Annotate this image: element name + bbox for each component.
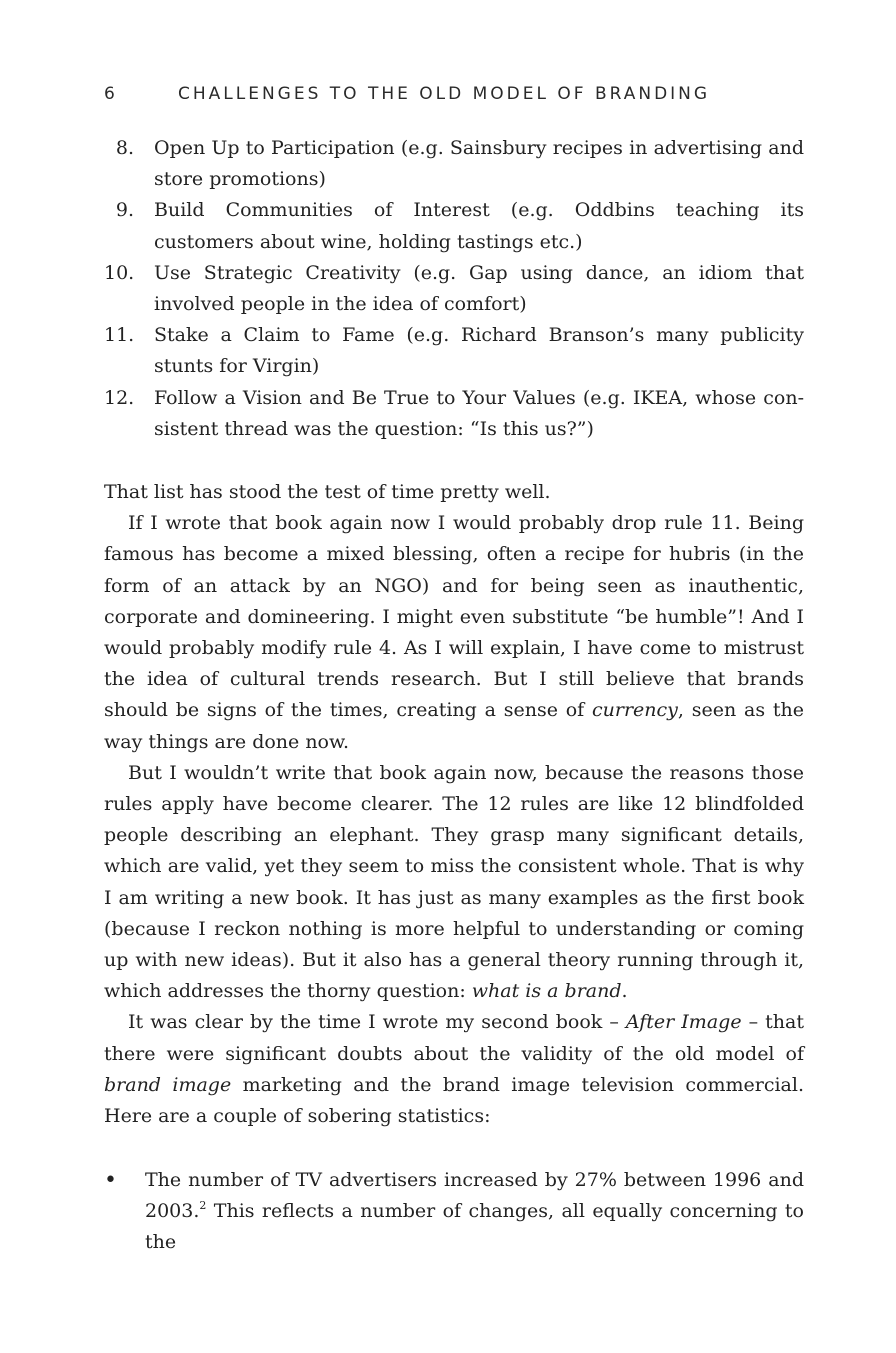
emphasis: After Image — [625, 1011, 742, 1034]
paragraph-text: . — [621, 980, 628, 1003]
body-text — [104, 477, 804, 1132]
list-text: Use Strategic Creativity (e.g. Gap using dance, an idiom that involved people in the idea of comfort) — [154, 261, 804, 316]
bullet-text-part: The number of TV advertisers increased by 27% between 1996 and 2003. — [145, 1169, 804, 1223]
list-item — [104, 383, 804, 445]
paragraph-text: But I wouldn’t write that book again now, because the reasons those rules apply have become clearer. The 12 rules are like 12 blindfolded people describing an elephant. They grasp many significant details, which are valid, yet they seem to miss the consistent whole. That is why I am writing a new book. It has just as many examples as the first book (because I reckon nothing is more helpful to understanding or coming up with new ideas). But it also has a general theory running through it, which addresses the thorny question: — [104, 761, 804, 1003]
bullet-marker: • — [104, 1168, 117, 1193]
rules-list — [104, 133, 804, 445]
list-item — [104, 133, 804, 195]
paragraph-text: It was clear by the time I wrote my second book – — [128, 1011, 626, 1034]
list-number: 12. — [104, 386, 135, 409]
bullet-text-part: This reflects a number of changes, all equally concerning to the — [145, 1200, 804, 1254]
list-text: Stake a Claim to Fame (e.g. Richard Branson’s many publicity stunts for Virgin) — [154, 324, 804, 378]
paragraph — [104, 1007, 804, 1132]
list-item — [104, 320, 804, 382]
list-number: 11. — [104, 324, 135, 347]
paragraph — [104, 758, 804, 1008]
emphasis: what is a brand — [471, 980, 622, 1003]
bullet-item — [104, 1165, 804, 1259]
bullet-text — [145, 1165, 804, 1259]
emphasis: currency — [592, 699, 678, 722]
paragraph-text: marketing and the brand image television commercial. Here are a couple of sobering statistics: — [104, 1073, 804, 1128]
paragraph-text: – that there were significant doubts about the validity of the old model of — [104, 1011, 804, 1065]
list-text: Open Up to Participation (e.g. Sainsbury recipes in advertising and store promotions) — [154, 137, 804, 191]
paragraph: That list has stood the test of time pretty well. — [104, 481, 551, 503]
page-number: 6 — [104, 84, 115, 104]
list-text: Build Communities of Interest (e.g. Oddbins teaching its customers about wine, holding tastings etc.) — [154, 199, 804, 253]
bullet-list — [104, 1165, 804, 1259]
paragraph-text: , seen as the way things are done now. — [104, 699, 804, 753]
list-item — [104, 195, 804, 257]
list-number: 8. — [115, 137, 134, 159]
chapter-title: CHALLENGES TO THE OLD MODEL OF BRANDING — [178, 84, 711, 104]
list-item — [104, 258, 804, 320]
list-number: 10. — [104, 261, 135, 284]
running-head — [104, 82, 804, 110]
list-text: Follow a Vision and Be True to Your Values (e.g. IKEA, whose consistent thread was the question: “Is this us?”) — [154, 386, 804, 440]
emphasis: brand image — [104, 1073, 232, 1096]
footnote-ref: 2 — [199, 1199, 207, 1213]
paragraph-text: If I wrote that book again now I would probably drop rule 11. Being famous has become a mixed blessing, often a recipe for hubris (in the form of an attack by an NGO) and for being seen as inauthentic, corporate and domineering. I might even substitute “be humble”! And I would probably modify rule 4. As I will explain, I have come to mistrust the idea of cultural trends research. But I still believe that brands should be signs of the times, creating a sense of — [104, 512, 804, 722]
list-number: 9. — [115, 199, 134, 222]
paragraph — [104, 508, 804, 758]
